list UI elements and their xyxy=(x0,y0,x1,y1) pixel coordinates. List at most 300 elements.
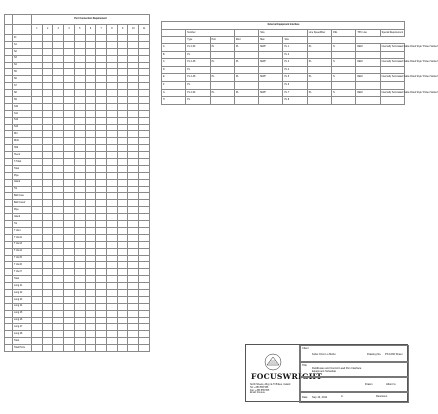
cell xyxy=(5,41,13,48)
cell xyxy=(42,262,53,269)
cell xyxy=(139,83,150,90)
cell xyxy=(64,234,75,241)
cell xyxy=(117,276,128,283)
cell xyxy=(85,179,96,186)
cell xyxy=(5,227,13,234)
cell xyxy=(42,117,53,124)
cell xyxy=(53,103,64,110)
cell xyxy=(5,179,13,186)
cell xyxy=(42,48,53,55)
cell xyxy=(53,35,64,42)
cell xyxy=(42,345,53,352)
cell xyxy=(139,248,150,255)
cell xyxy=(74,207,85,214)
cell xyxy=(53,97,64,104)
cell xyxy=(42,110,53,117)
cell xyxy=(74,35,85,42)
drawing-label: Drawing No. xyxy=(367,353,382,356)
cell xyxy=(128,289,139,296)
cell xyxy=(53,124,64,131)
row-label: Total xyxy=(13,165,32,172)
cell: PL 2 xyxy=(283,51,307,59)
cell: PL xyxy=(234,59,258,67)
cell xyxy=(139,179,150,186)
row-id: E xyxy=(162,74,186,82)
row-label: Long 27 xyxy=(13,324,32,331)
row-label: S10 xyxy=(13,103,32,110)
cell xyxy=(107,131,118,138)
left-col-header: 4 xyxy=(64,25,75,35)
cell xyxy=(128,131,139,138)
cell xyxy=(64,69,75,76)
table-row xyxy=(5,62,150,69)
cell xyxy=(74,103,85,110)
cell xyxy=(85,35,96,42)
drawing-value: PS 1060 Sheet xyxy=(385,353,403,356)
cell xyxy=(139,324,150,331)
cell xyxy=(42,145,53,152)
cell xyxy=(128,90,139,97)
equipment-interface-table xyxy=(161,21,438,105)
cell xyxy=(139,172,150,179)
cell xyxy=(74,48,85,55)
cell xyxy=(53,331,64,338)
cell: REM xyxy=(356,44,380,52)
cell xyxy=(128,317,139,324)
cell xyxy=(85,200,96,207)
cell: REM xyxy=(356,74,380,82)
cell xyxy=(96,303,107,310)
cell xyxy=(5,145,13,152)
cell: PL xyxy=(186,66,210,74)
company-brand: FOCUSWRIGHT xyxy=(251,372,323,381)
cell xyxy=(85,289,96,296)
row-label: Total Ports xyxy=(13,345,32,352)
title-label: Title xyxy=(302,364,307,367)
cell xyxy=(85,276,96,283)
cell xyxy=(96,179,107,186)
table-row xyxy=(5,172,150,179)
cell xyxy=(356,66,380,74)
cell xyxy=(332,97,356,105)
cell xyxy=(32,248,43,255)
cell: PL 3 xyxy=(283,59,307,67)
row-id: H xyxy=(162,97,186,105)
cell xyxy=(128,62,139,69)
cell xyxy=(96,248,107,255)
cell xyxy=(85,103,96,110)
row-label: S1 xyxy=(13,41,32,48)
cell: PL xyxy=(307,44,331,52)
cell xyxy=(64,145,75,152)
table-row xyxy=(5,41,150,48)
cell xyxy=(42,55,53,62)
cell xyxy=(42,207,53,214)
cell xyxy=(139,310,150,317)
cell xyxy=(128,124,139,131)
table-row xyxy=(5,76,150,83)
cell xyxy=(53,248,64,255)
cell xyxy=(117,103,128,110)
cell xyxy=(74,214,85,221)
cell xyxy=(107,41,118,48)
cell: PL 7 xyxy=(283,89,307,97)
left-table-title: Port Connection Requirement xyxy=(32,15,150,25)
table-row xyxy=(5,186,150,193)
row-label: Hdd xyxy=(13,145,32,152)
cell xyxy=(85,214,96,221)
cell xyxy=(128,283,139,290)
cell xyxy=(53,317,64,324)
cell xyxy=(85,338,96,345)
cell xyxy=(42,179,53,186)
cell xyxy=(53,283,64,290)
cell xyxy=(32,296,43,303)
right-header-cell xyxy=(234,30,258,37)
cell xyxy=(53,345,64,352)
cell xyxy=(139,48,150,55)
cell xyxy=(53,241,64,248)
cell xyxy=(307,81,331,89)
cell xyxy=(64,97,75,104)
cell xyxy=(64,159,75,166)
cell xyxy=(64,296,75,303)
cell xyxy=(42,227,53,234)
cell xyxy=(139,97,150,104)
cell xyxy=(139,117,150,124)
cell xyxy=(42,269,53,276)
cell: REM xyxy=(356,59,380,67)
cell xyxy=(74,165,85,172)
cell xyxy=(234,97,258,105)
cell xyxy=(74,41,85,48)
cell xyxy=(85,324,96,331)
cell xyxy=(32,331,43,338)
table-row xyxy=(5,214,150,221)
row-label: S8 xyxy=(13,90,32,97)
cell xyxy=(53,145,64,152)
row-label: S3 xyxy=(13,55,32,62)
cell xyxy=(117,234,128,241)
cell xyxy=(32,90,43,97)
cell xyxy=(128,207,139,214)
table-row xyxy=(162,97,405,105)
cell xyxy=(128,255,139,262)
cell xyxy=(96,193,107,200)
table-row xyxy=(5,159,150,166)
cell xyxy=(128,248,139,255)
cell xyxy=(96,227,107,234)
cell: PL 6 xyxy=(283,81,307,89)
cell xyxy=(64,179,75,186)
cell xyxy=(117,145,128,152)
table-row xyxy=(5,83,150,90)
cell xyxy=(74,90,85,97)
cell xyxy=(380,97,404,105)
cell xyxy=(85,331,96,338)
cell xyxy=(32,124,43,131)
cell xyxy=(64,55,75,62)
left-col-header: 11 xyxy=(139,25,150,35)
cell: PL xyxy=(186,51,210,59)
row-id: A xyxy=(162,44,186,52)
cell xyxy=(96,124,107,131)
cell xyxy=(74,124,85,131)
table-row xyxy=(5,221,150,228)
table-row xyxy=(5,248,150,255)
cell xyxy=(5,269,13,276)
cell xyxy=(107,124,118,131)
cell xyxy=(42,310,53,317)
cell xyxy=(96,289,107,296)
cell xyxy=(107,227,118,234)
cell xyxy=(107,262,118,269)
client-label: Client xyxy=(302,347,309,350)
cell xyxy=(117,62,128,69)
cell xyxy=(64,262,75,269)
cell xyxy=(128,303,139,310)
cell xyxy=(117,200,128,207)
cell xyxy=(53,338,64,345)
cell xyxy=(139,262,150,269)
left-col-header: 9 xyxy=(117,25,128,35)
cell xyxy=(96,234,107,241)
cell xyxy=(32,310,43,317)
table-row xyxy=(5,193,150,200)
cell xyxy=(85,221,96,228)
cell xyxy=(128,117,139,124)
cell xyxy=(53,62,64,69)
cell xyxy=(42,248,53,255)
table-row xyxy=(5,317,150,324)
cell xyxy=(32,317,43,324)
cell xyxy=(74,62,85,69)
cell xyxy=(5,310,13,317)
cell xyxy=(307,51,331,59)
row-label: Long 25 xyxy=(13,310,32,317)
cell xyxy=(64,35,75,42)
row-label: Tot xyxy=(13,186,32,193)
cell xyxy=(42,221,53,228)
cell xyxy=(117,172,128,179)
cell xyxy=(42,214,53,221)
cell xyxy=(5,214,13,221)
cell xyxy=(74,97,85,104)
cell xyxy=(32,117,43,124)
cell xyxy=(117,262,128,269)
cell xyxy=(53,41,64,48)
cell xyxy=(139,338,150,345)
table-row xyxy=(5,283,150,290)
cell xyxy=(32,83,43,90)
cell xyxy=(117,159,128,166)
right-header-cell: Type xyxy=(186,37,210,44)
cell xyxy=(107,276,118,283)
cell xyxy=(32,35,43,42)
cell xyxy=(42,124,53,131)
cell xyxy=(32,110,43,117)
cell xyxy=(117,97,128,104)
cell xyxy=(32,289,43,296)
cell xyxy=(32,152,43,159)
cell xyxy=(128,35,139,42)
cell xyxy=(139,159,150,166)
cell xyxy=(85,41,96,48)
row-label: S6 xyxy=(13,76,32,83)
cell: PL xyxy=(210,74,234,82)
cell xyxy=(128,324,139,331)
row-id: F xyxy=(162,81,186,89)
cell xyxy=(107,179,118,186)
cell xyxy=(139,269,150,276)
cell xyxy=(74,83,85,90)
table-row xyxy=(5,262,150,269)
cell xyxy=(64,331,75,338)
row-label: S2 xyxy=(13,48,32,55)
cell xyxy=(53,276,64,283)
cell xyxy=(53,310,64,317)
cell xyxy=(74,241,85,248)
cell xyxy=(42,159,53,166)
cell xyxy=(117,131,128,138)
cell xyxy=(128,55,139,62)
cell xyxy=(53,289,64,296)
cell xyxy=(64,207,75,214)
cell xyxy=(85,117,96,124)
cell xyxy=(5,55,13,62)
cell xyxy=(139,186,150,193)
cell xyxy=(64,83,75,90)
cell: N xyxy=(332,74,356,82)
row-label: Long 23 xyxy=(13,296,32,303)
cell xyxy=(42,152,53,159)
cell xyxy=(5,35,13,42)
cell xyxy=(64,41,75,48)
cell xyxy=(32,303,43,310)
cell xyxy=(64,221,75,228)
cell xyxy=(53,214,64,221)
cell xyxy=(53,186,64,193)
cell xyxy=(128,227,139,234)
cell xyxy=(139,138,150,145)
cell xyxy=(128,69,139,76)
cell xyxy=(96,97,107,104)
cell xyxy=(5,69,13,76)
cell xyxy=(85,248,96,255)
cell xyxy=(42,97,53,104)
cell xyxy=(107,62,118,69)
cell xyxy=(107,234,118,241)
cell xyxy=(128,186,139,193)
cell xyxy=(53,83,64,90)
cell xyxy=(96,165,107,172)
cell xyxy=(117,338,128,345)
row-label: S4 xyxy=(13,62,32,69)
cell xyxy=(128,76,139,83)
cell xyxy=(5,317,13,324)
table-row xyxy=(162,74,405,82)
cell xyxy=(234,66,258,74)
cell xyxy=(139,283,150,290)
cell xyxy=(128,103,139,110)
cell xyxy=(42,234,53,241)
cell xyxy=(74,227,85,234)
left-col-header: 3 xyxy=(53,25,64,35)
table-row xyxy=(5,303,150,310)
cell xyxy=(85,159,96,166)
revision-letter: A xyxy=(341,395,343,398)
cell xyxy=(5,131,13,138)
cell xyxy=(107,310,118,317)
cell xyxy=(32,69,43,76)
cell xyxy=(332,51,356,59)
cell xyxy=(128,110,139,117)
right-header-cell: Mod xyxy=(234,37,258,44)
cell xyxy=(117,124,128,131)
cell xyxy=(85,152,96,159)
date-value: Sep 13, 2011 xyxy=(312,396,328,399)
cell xyxy=(107,345,118,352)
cell xyxy=(32,221,43,228)
cell xyxy=(128,234,139,241)
table-row xyxy=(5,69,150,76)
cell xyxy=(107,117,118,124)
cell xyxy=(85,69,96,76)
row-label: T Vent7 xyxy=(13,269,32,276)
cell xyxy=(96,317,107,324)
cell xyxy=(356,97,380,105)
cell xyxy=(85,241,96,248)
cell: PL xyxy=(186,97,210,105)
cell xyxy=(32,262,43,269)
cell xyxy=(5,207,13,214)
cell xyxy=(96,83,107,90)
cell xyxy=(96,310,107,317)
cell xyxy=(32,76,43,83)
cell xyxy=(74,200,85,207)
cell xyxy=(117,296,128,303)
cell xyxy=(85,138,96,145)
cell xyxy=(107,221,118,228)
table-row xyxy=(5,48,150,55)
cell xyxy=(64,338,75,345)
cell xyxy=(128,138,139,145)
cell xyxy=(42,76,53,83)
cell xyxy=(85,303,96,310)
cell xyxy=(96,241,107,248)
cell xyxy=(32,172,43,179)
row-label: S11 xyxy=(13,110,32,117)
cell xyxy=(53,110,64,117)
cell xyxy=(53,193,64,200)
cell xyxy=(32,159,43,166)
cell xyxy=(85,207,96,214)
cell xyxy=(64,131,75,138)
row-label: S5 xyxy=(13,69,32,76)
cell xyxy=(32,145,43,152)
cell xyxy=(117,227,128,234)
cell xyxy=(74,179,85,186)
cell xyxy=(64,186,75,193)
cell xyxy=(64,310,75,317)
cell xyxy=(107,331,118,338)
cell xyxy=(42,138,53,145)
cell xyxy=(74,221,85,228)
row-label: Ball Cone2 xyxy=(13,200,32,207)
left-col-header: 10 xyxy=(128,25,139,35)
row-label: Gland xyxy=(13,214,32,221)
right-header-cell: Size xyxy=(259,30,308,37)
